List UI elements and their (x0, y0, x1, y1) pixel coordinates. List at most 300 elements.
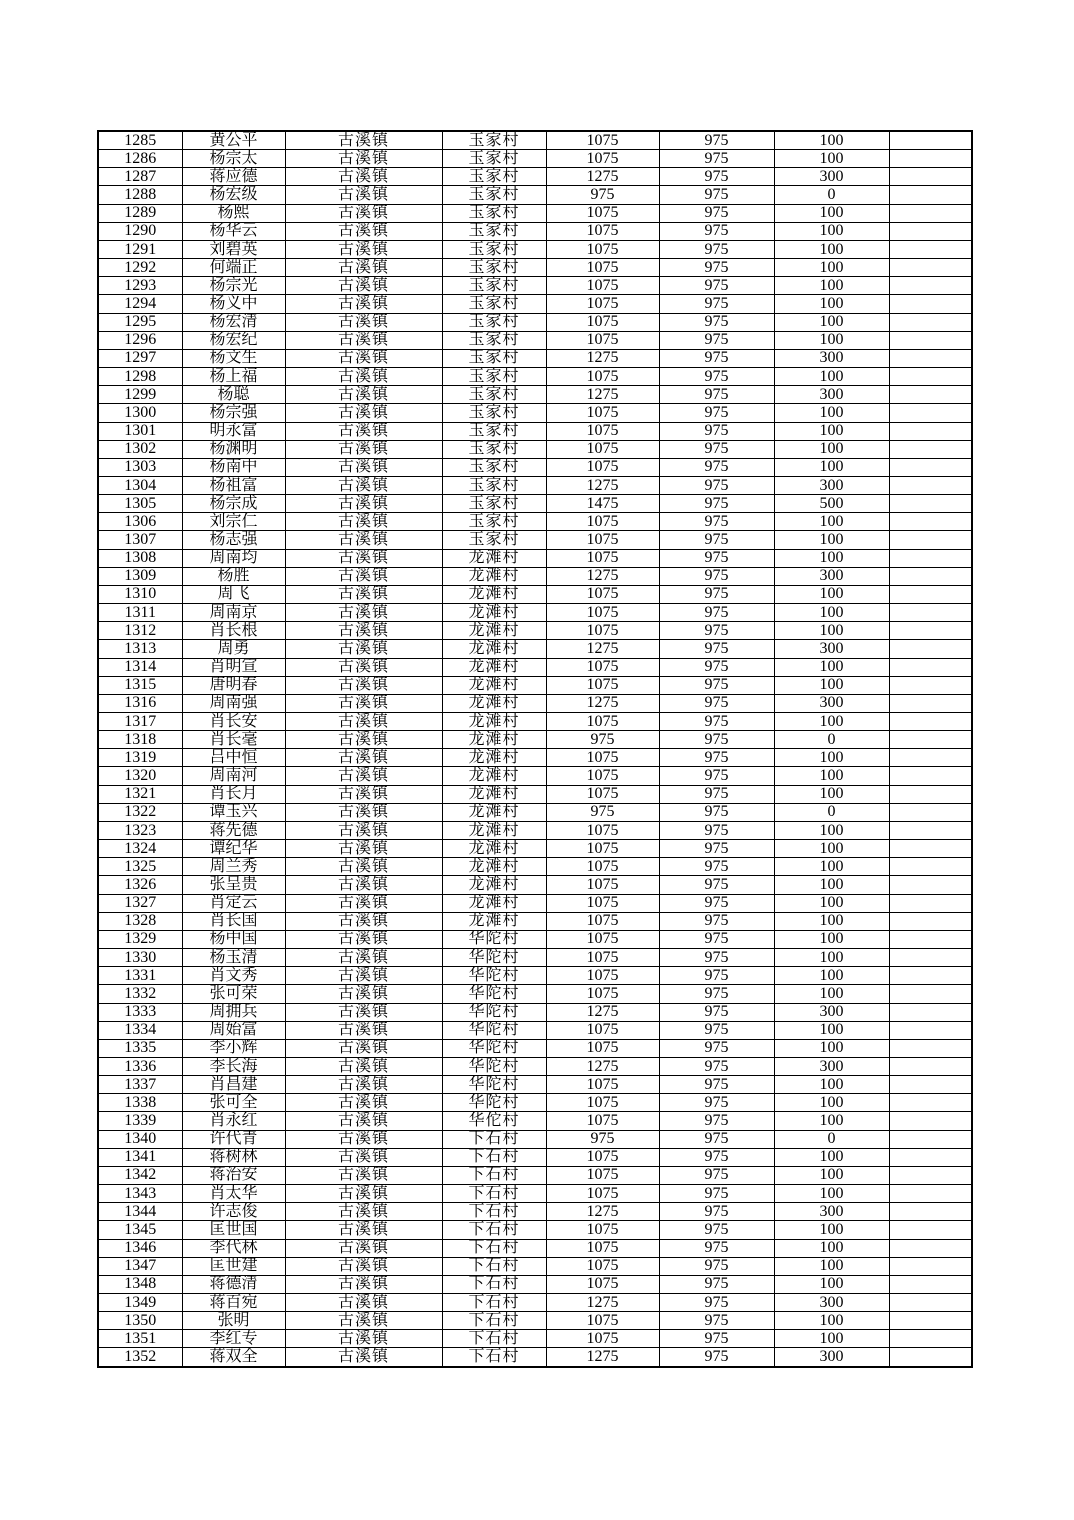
difference-cell: 100 (774, 1148, 889, 1166)
amount-b-cell: 975 (659, 1112, 774, 1130)
amount-b-cell: 975 (659, 168, 774, 186)
name-cell: 杨华云 (182, 222, 285, 240)
village-cell: 玉家村 (442, 186, 546, 204)
table-row (98, 168, 972, 186)
amount-a-cell: 1075 (546, 240, 659, 258)
town-cell: 古溪镇 (285, 1003, 442, 1021)
row-number-cell: 1349 (98, 1294, 182, 1312)
table-row (98, 840, 972, 858)
town-cell: 古溪镇 (285, 803, 442, 821)
row-number-cell: 1335 (98, 1039, 182, 1057)
name-cell: 何端正 (182, 259, 285, 277)
table-row (98, 1221, 972, 1239)
village-cell: 玉家村 (442, 204, 546, 222)
remark-cell (889, 1021, 972, 1039)
amount-a-cell: 1075 (546, 821, 659, 839)
amount-b-cell: 975 (659, 131, 774, 150)
difference-cell: 300 (774, 567, 889, 585)
village-cell: 龙滩村 (442, 803, 546, 821)
amount-a-cell: 1075 (546, 840, 659, 858)
village-cell: 华陀村 (442, 949, 546, 967)
town-cell: 古溪镇 (285, 622, 442, 640)
amount-b-cell: 975 (659, 1294, 774, 1312)
remark-cell (889, 604, 972, 622)
town-cell: 古溪镇 (285, 313, 442, 331)
amount-a-cell: 1075 (546, 622, 659, 640)
village-cell: 下石村 (442, 1239, 546, 1257)
name-cell: 李小辉 (182, 1039, 285, 1057)
amount-b-cell: 975 (659, 513, 774, 531)
difference-cell: 100 (774, 967, 889, 985)
village-cell: 玉家村 (442, 349, 546, 367)
amount-b-cell: 975 (659, 313, 774, 331)
difference-cell: 100 (774, 1076, 889, 1094)
amount-a-cell: 1275 (546, 640, 659, 658)
town-cell: 古溪镇 (285, 985, 442, 1003)
amount-b-cell: 975 (659, 368, 774, 386)
name-cell: 黄公平 (182, 131, 285, 150)
amount-b-cell: 975 (659, 785, 774, 803)
amount-b-cell: 975 (659, 295, 774, 313)
town-cell: 古溪镇 (285, 277, 442, 295)
table-row (98, 985, 972, 1003)
village-cell: 龙滩村 (442, 894, 546, 912)
amount-a-cell: 1275 (546, 567, 659, 585)
difference-cell: 100 (774, 1039, 889, 1057)
remark-cell (889, 785, 972, 803)
difference-cell: 100 (774, 259, 889, 277)
row-number-cell: 1300 (98, 404, 182, 422)
name-cell: 杨宗光 (182, 277, 285, 295)
row-number-cell: 1313 (98, 640, 182, 658)
table-row (98, 1130, 972, 1148)
village-cell: 玉家村 (442, 222, 546, 240)
difference-cell: 100 (774, 749, 889, 767)
difference-cell: 100 (774, 1221, 889, 1239)
amount-a-cell: 1075 (546, 1094, 659, 1112)
table-row (98, 876, 972, 894)
difference-cell: 100 (774, 404, 889, 422)
amount-a-cell: 1075 (546, 1148, 659, 1166)
table-row (98, 1312, 972, 1330)
town-cell: 古溪镇 (285, 131, 442, 150)
row-number-cell: 1344 (98, 1203, 182, 1221)
table-row (98, 1185, 972, 1203)
row-number-cell: 1297 (98, 349, 182, 367)
name-cell: 张可全 (182, 1094, 285, 1112)
difference-cell: 100 (774, 277, 889, 295)
village-cell: 华陀村 (442, 967, 546, 985)
amount-a-cell: 1075 (546, 1021, 659, 1039)
amount-a-cell: 1075 (546, 967, 659, 985)
amount-a-cell: 1075 (546, 368, 659, 386)
amount-b-cell: 975 (659, 1239, 774, 1257)
town-cell: 古溪镇 (285, 476, 442, 494)
difference-cell: 100 (774, 949, 889, 967)
difference-cell: 100 (774, 1112, 889, 1130)
amount-a-cell: 975 (546, 186, 659, 204)
amount-a-cell: 1075 (546, 331, 659, 349)
table-row (98, 1021, 972, 1039)
name-cell: 杨祖富 (182, 476, 285, 494)
town-cell: 古溪镇 (285, 876, 442, 894)
remark-cell (889, 949, 972, 967)
name-cell: 蒋百宛 (182, 1294, 285, 1312)
difference-cell: 100 (774, 622, 889, 640)
remark-cell (889, 440, 972, 458)
difference-cell: 100 (774, 368, 889, 386)
village-cell: 玉家村 (442, 331, 546, 349)
village-cell: 龙滩村 (442, 767, 546, 785)
table-row (98, 858, 972, 876)
remark-cell (889, 1094, 972, 1112)
town-cell: 古溪镇 (285, 840, 442, 858)
village-cell: 华陀村 (442, 1021, 546, 1039)
village-cell: 玉家村 (442, 259, 546, 277)
table-row (98, 331, 972, 349)
amount-a-cell: 1075 (546, 295, 659, 313)
amount-a-cell: 1075 (546, 131, 659, 150)
row-number-cell: 1303 (98, 458, 182, 476)
amount-a-cell: 1275 (546, 349, 659, 367)
difference-cell: 100 (774, 513, 889, 531)
row-number-cell: 1301 (98, 422, 182, 440)
row-number-cell: 1348 (98, 1275, 182, 1293)
town-cell: 古溪镇 (285, 1057, 442, 1075)
row-number-cell: 1290 (98, 222, 182, 240)
amount-a-cell: 1075 (546, 1312, 659, 1330)
remark-cell (889, 368, 972, 386)
amount-b-cell: 975 (659, 767, 774, 785)
row-number-cell: 1298 (98, 368, 182, 386)
remark-cell (889, 749, 972, 767)
name-cell: 蒋双全 (182, 1348, 285, 1367)
amount-b-cell: 975 (659, 949, 774, 967)
difference-cell: 100 (774, 1166, 889, 1184)
amount-b-cell: 975 (659, 150, 774, 168)
table-row (98, 150, 972, 168)
amount-a-cell: 1275 (546, 694, 659, 712)
name-cell: 杨宗强 (182, 404, 285, 422)
row-number-cell: 1302 (98, 440, 182, 458)
town-cell: 古溪镇 (285, 1166, 442, 1184)
amount-b-cell: 975 (659, 1094, 774, 1112)
table-row (98, 1294, 972, 1312)
remark-cell (889, 985, 972, 1003)
village-cell: 下石村 (442, 1166, 546, 1184)
table-row (98, 422, 972, 440)
remark-cell (889, 622, 972, 640)
row-number-cell: 1314 (98, 658, 182, 676)
table-row (98, 676, 972, 694)
row-number-cell: 1352 (98, 1348, 182, 1367)
table-row (98, 967, 972, 985)
amount-b-cell: 975 (659, 440, 774, 458)
amount-a-cell: 1075 (546, 985, 659, 1003)
village-cell: 龙滩村 (442, 585, 546, 603)
village-cell: 下石村 (442, 1312, 546, 1330)
name-cell: 周勇 (182, 640, 285, 658)
town-cell: 古溪镇 (285, 912, 442, 930)
town-cell: 古溪镇 (285, 1112, 442, 1130)
village-cell: 龙滩村 (442, 858, 546, 876)
table-row (98, 1057, 972, 1075)
name-cell: 蒋先德 (182, 821, 285, 839)
town-cell: 古溪镇 (285, 549, 442, 567)
table-row (98, 313, 972, 331)
amount-b-cell: 975 (659, 912, 774, 930)
remark-cell (889, 549, 972, 567)
row-number-cell: 1343 (98, 1185, 182, 1203)
amount-b-cell: 975 (659, 240, 774, 258)
difference-cell: 300 (774, 694, 889, 712)
village-cell: 龙滩村 (442, 912, 546, 930)
difference-cell: 100 (774, 1021, 889, 1039)
town-cell: 古溪镇 (285, 531, 442, 549)
town-cell: 古溪镇 (285, 930, 442, 948)
remark-cell (889, 1039, 972, 1057)
row-number-cell: 1336 (98, 1057, 182, 1075)
town-cell: 古溪镇 (285, 713, 442, 731)
town-cell: 古溪镇 (285, 259, 442, 277)
difference-cell: 300 (774, 1003, 889, 1021)
village-cell: 下石村 (442, 1275, 546, 1293)
remark-cell (889, 967, 972, 985)
name-cell: 谭纪华 (182, 840, 285, 858)
row-number-cell: 1310 (98, 585, 182, 603)
amount-a-cell: 1075 (546, 1239, 659, 1257)
remark-cell (889, 331, 972, 349)
amount-a-cell: 1075 (546, 1039, 659, 1057)
table-row (98, 622, 972, 640)
name-cell: 杨聪 (182, 386, 285, 404)
town-cell: 古溪镇 (285, 640, 442, 658)
amount-b-cell: 975 (659, 585, 774, 603)
table-row (98, 240, 972, 258)
table-body (98, 131, 972, 1367)
village-cell: 华陀村 (442, 1039, 546, 1057)
village-cell: 下石村 (442, 1348, 546, 1367)
village-cell: 龙滩村 (442, 694, 546, 712)
table-row (98, 821, 972, 839)
amount-b-cell: 975 (659, 985, 774, 1003)
name-cell: 唐明春 (182, 676, 285, 694)
town-cell: 古溪镇 (285, 150, 442, 168)
amount-a-cell: 1475 (546, 495, 659, 513)
difference-cell: 100 (774, 331, 889, 349)
difference-cell: 100 (774, 785, 889, 803)
difference-cell: 100 (774, 604, 889, 622)
table-row (98, 440, 972, 458)
amount-a-cell: 975 (546, 1130, 659, 1148)
village-cell: 玉家村 (442, 495, 546, 513)
table-row (98, 767, 972, 785)
row-number-cell: 1326 (98, 876, 182, 894)
table-row (98, 694, 972, 712)
town-cell: 古溪镇 (285, 1185, 442, 1203)
amount-b-cell: 975 (659, 930, 774, 948)
town-cell: 古溪镇 (285, 1148, 442, 1166)
village-cell: 华陀村 (442, 1094, 546, 1112)
village-cell: 玉家村 (442, 240, 546, 258)
row-number-cell: 1311 (98, 604, 182, 622)
difference-cell: 100 (774, 585, 889, 603)
table-row (98, 803, 972, 821)
table-row (98, 1039, 972, 1057)
town-cell: 古溪镇 (285, 1294, 442, 1312)
difference-cell: 300 (774, 1203, 889, 1221)
village-cell: 龙滩村 (442, 840, 546, 858)
name-cell: 肖长毫 (182, 731, 285, 749)
amount-a-cell: 1075 (546, 1221, 659, 1239)
remark-cell (889, 1112, 972, 1130)
remark-cell (889, 186, 972, 204)
amount-b-cell: 975 (659, 803, 774, 821)
table-row (98, 277, 972, 295)
amount-b-cell: 975 (659, 495, 774, 513)
data-table (97, 130, 973, 1368)
village-cell: 下石村 (442, 1130, 546, 1148)
row-number-cell: 1320 (98, 767, 182, 785)
town-cell: 古溪镇 (285, 513, 442, 531)
remark-cell (889, 1148, 972, 1166)
amount-a-cell: 1275 (546, 1203, 659, 1221)
village-cell: 玉家村 (442, 277, 546, 295)
amount-b-cell: 975 (659, 1039, 774, 1057)
amount-a-cell: 1275 (546, 386, 659, 404)
table-row (98, 386, 972, 404)
remark-cell (889, 1130, 972, 1148)
table-row (98, 749, 972, 767)
name-cell: 刘宗仁 (182, 513, 285, 531)
amount-b-cell: 975 (659, 1021, 774, 1039)
town-cell: 古溪镇 (285, 604, 442, 622)
name-cell: 许代青 (182, 1130, 285, 1148)
amount-a-cell: 1075 (546, 1275, 659, 1293)
remark-cell (889, 295, 972, 313)
name-cell: 周飞 (182, 585, 285, 603)
difference-cell: 100 (774, 1185, 889, 1203)
amount-a-cell: 1075 (546, 912, 659, 930)
remark-cell (889, 150, 972, 168)
town-cell: 古溪镇 (285, 1239, 442, 1257)
amount-b-cell: 975 (659, 858, 774, 876)
remark-cell (889, 168, 972, 186)
village-cell: 下石村 (442, 1203, 546, 1221)
name-cell: 杨宏级 (182, 186, 285, 204)
difference-cell: 100 (774, 1257, 889, 1275)
table-row (98, 930, 972, 948)
amount-b-cell: 975 (659, 694, 774, 712)
table-row (98, 404, 972, 422)
difference-cell: 100 (774, 876, 889, 894)
difference-cell: 100 (774, 894, 889, 912)
amount-a-cell: 1075 (546, 422, 659, 440)
town-cell: 古溪镇 (285, 404, 442, 422)
amount-b-cell: 975 (659, 277, 774, 295)
amount-b-cell: 975 (659, 1148, 774, 1166)
town-cell: 古溪镇 (285, 458, 442, 476)
amount-a-cell: 1275 (546, 1057, 659, 1075)
town-cell: 古溪镇 (285, 1203, 442, 1221)
difference-cell: 300 (774, 386, 889, 404)
town-cell: 古溪镇 (285, 1021, 442, 1039)
village-cell: 华陀村 (442, 1003, 546, 1021)
name-cell: 肖文秀 (182, 967, 285, 985)
table-row (98, 1003, 972, 1021)
amount-b-cell: 975 (659, 222, 774, 240)
difference-cell: 100 (774, 440, 889, 458)
amount-a-cell: 1075 (546, 894, 659, 912)
name-cell: 杨义中 (182, 295, 285, 313)
remark-cell (889, 277, 972, 295)
village-cell: 龙滩村 (442, 821, 546, 839)
town-cell: 古溪镇 (285, 949, 442, 967)
remark-cell (889, 422, 972, 440)
village-cell: 华佗村 (442, 1112, 546, 1130)
amount-b-cell: 975 (659, 876, 774, 894)
village-cell: 龙滩村 (442, 876, 546, 894)
amount-b-cell: 975 (659, 622, 774, 640)
remark-cell (889, 1312, 972, 1330)
village-cell: 下石村 (442, 1257, 546, 1275)
amount-b-cell: 975 (659, 676, 774, 694)
amount-b-cell: 975 (659, 458, 774, 476)
village-cell: 龙滩村 (442, 640, 546, 658)
amount-a-cell: 1075 (546, 1257, 659, 1275)
name-cell: 匡世建 (182, 1257, 285, 1275)
amount-a-cell: 1075 (546, 222, 659, 240)
difference-cell: 100 (774, 1330, 889, 1348)
name-cell: 谭玉兴 (182, 803, 285, 821)
difference-cell: 100 (774, 240, 889, 258)
remark-cell (889, 713, 972, 731)
town-cell: 古溪镇 (285, 658, 442, 676)
name-cell: 肖太华 (182, 1185, 285, 1203)
difference-cell: 0 (774, 1130, 889, 1148)
remark-cell (889, 1166, 972, 1184)
town-cell: 古溪镇 (285, 1330, 442, 1348)
row-number-cell: 1316 (98, 694, 182, 712)
village-cell: 下石村 (442, 1330, 546, 1348)
amount-b-cell: 975 (659, 894, 774, 912)
town-cell: 古溪镇 (285, 349, 442, 367)
row-number-cell: 1351 (98, 1330, 182, 1348)
amount-a-cell: 1075 (546, 458, 659, 476)
name-cell: 李代林 (182, 1239, 285, 1257)
town-cell: 古溪镇 (285, 1076, 442, 1094)
table-row (98, 513, 972, 531)
table-row (98, 585, 972, 603)
name-cell: 肖长安 (182, 713, 285, 731)
row-number-cell: 1289 (98, 204, 182, 222)
remark-cell (889, 840, 972, 858)
remark-cell (889, 585, 972, 603)
name-cell: 杨志强 (182, 531, 285, 549)
remark-cell (889, 495, 972, 513)
remark-cell (889, 240, 972, 258)
village-cell: 玉家村 (442, 368, 546, 386)
name-cell: 杨文生 (182, 349, 285, 367)
difference-cell: 100 (774, 767, 889, 785)
name-cell: 杨宗成 (182, 495, 285, 513)
amount-b-cell: 975 (659, 476, 774, 494)
row-number-cell: 1321 (98, 785, 182, 803)
amount-a-cell: 1075 (546, 1330, 659, 1348)
amount-b-cell: 975 (659, 422, 774, 440)
row-number-cell: 1350 (98, 1312, 182, 1330)
village-cell: 玉家村 (442, 458, 546, 476)
